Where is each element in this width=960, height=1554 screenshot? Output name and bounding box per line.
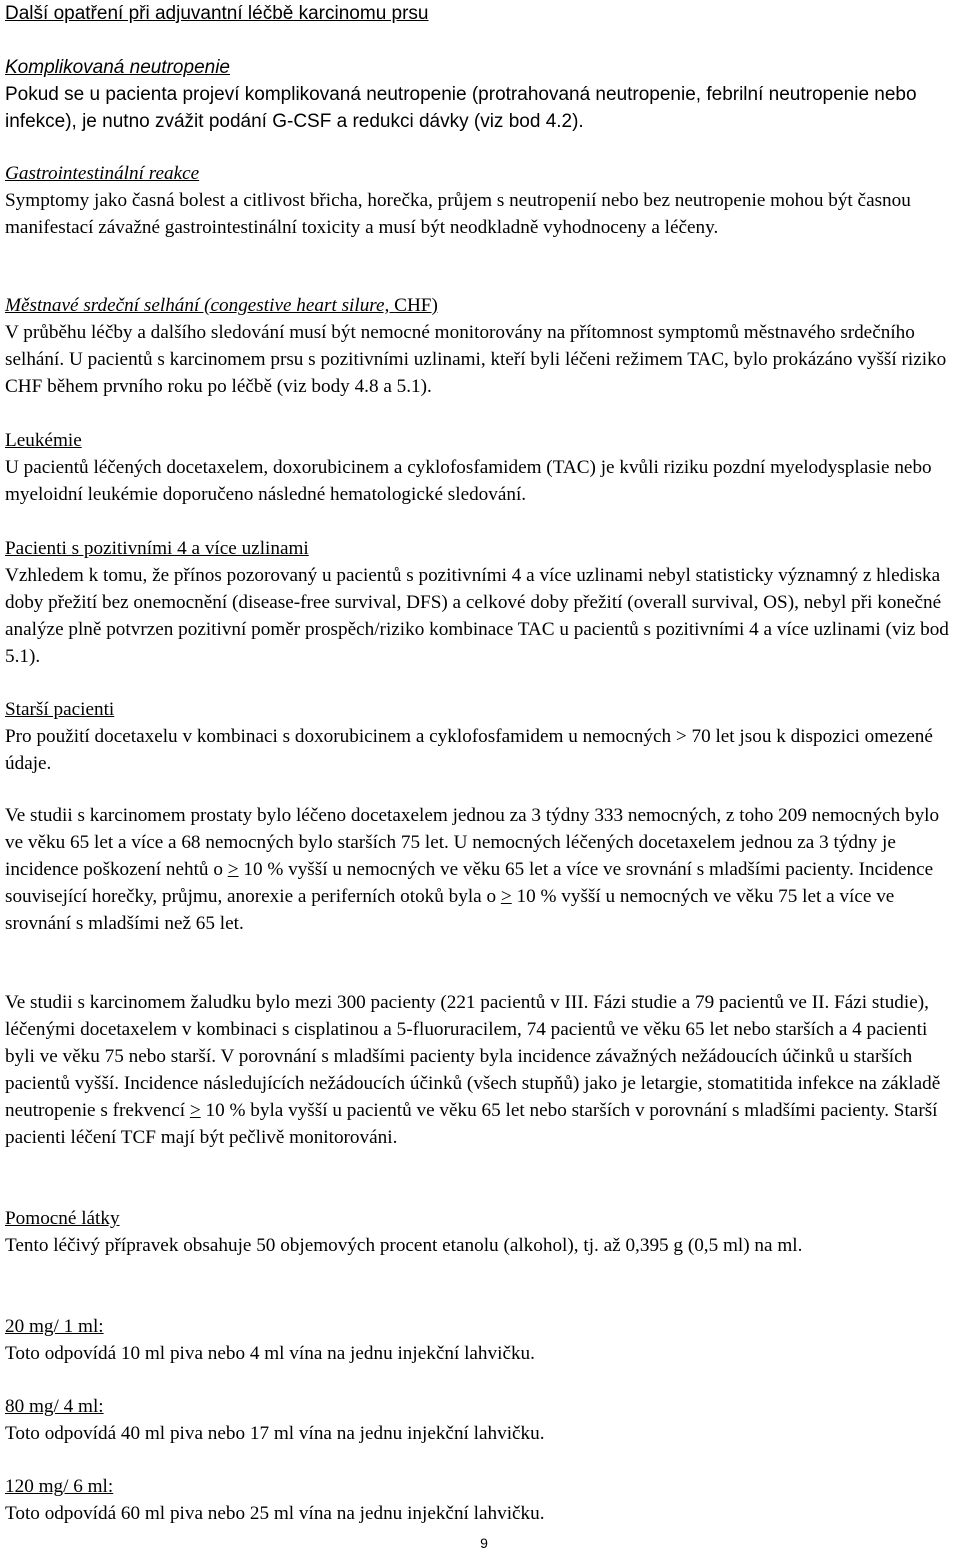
section-120mg <box>5 1473 960 1527</box>
paragraph-complicated-neutropenia: Pokud se u pacienta projeví komplikovaná neutropenie (protrahovaná neutropenie, febrilní neutropenie nebo infekce), je nutno zvážit podání G-CSF a redukci dávky (viz bod 4.2). <box>5 84 917 132</box>
subheading-120mg: 120 mg/ 6 ml: <box>5 1476 114 1497</box>
subheading-gastrointestinal: Gastrointestinální reakce <box>5 163 200 184</box>
gastric-text-1: Ve studii s karcinomem žaludku bylo mezi 300 pacienty (221 pacientů v III. Fázi studie a 79 pacientů ve II. Fázi studie), léčenými docetaxelem v kombinaci s cisplatinou a 5-fluoruracilem, 74 pacientů ve věku 65 let nebo starších a 4 pacienti byli ve věku 75 nebo starší. V porovnání s mladšími pacienty byla incidence závažných nežádoucích účinků u starších pacientů vyšší. Incidence následujících nežádoucích účinků (všech stupňů) jako je letargie, stomatitida infekce na základě neutropenie s frekvencí <box>5 992 941 1121</box>
prostate-text-2: 10 % vyšší u nemocných ve věku 65 let a více ve srovnání s mladšími pacienty. Incidence související horečky, průjmu, anorexie a periferních otoků byla o <box>5 859 934 907</box>
ge-symbol: > <box>500 886 512 907</box>
paragraph-prostate-study <box>5 802 960 937</box>
paragraph-positive-nodes: Vzhledem k tomu, že přínos pozorovaný u pacientů s pozitivními 4 a více uzlinami nebyl statisticky významný z hlediska doby přežití bez onemocnění (disease-free survival, DFS) a celkové doby přežití (overall survival, OS), nebyl při konečné analýze plně potvrzen pozitivní poměr prospěch/riziko kombinace TAC u pacientů s pozitivními 4 a více uzlinami (viz bod 5.1). <box>5 565 949 667</box>
subheading-heart-failure <box>5 292 960 319</box>
ge-symbol: > <box>189 1100 201 1121</box>
heading-heart-failure-part1: Městnavé srdeční selhání (congestive heart silure, <box>5 295 395 316</box>
section-20mg <box>5 1313 960 1367</box>
section-heading-adjuvant: Další opatření při adjuvantní léčbě karcinomu prsu <box>5 3 429 24</box>
section-complicated-neutropenia <box>5 54 960 135</box>
prostate-text-1: Ve studii s karcinomem prostaty bylo léčeno docetaxelem jednou za 3 týdny 333 nemocných, z toho 209 nemocných bylo ve věku 65 let a více a 68 nemocných bylo starších 75 let. U nemocných léčených docetaxelem jednou za 3 týdny je incidence poškození nehtů o <box>5 805 940 880</box>
subheading-leukemia: Leukémie <box>5 430 82 451</box>
section-positive-nodes <box>5 535 960 670</box>
paragraph-20mg: Toto odpovídá 10 ml piva nebo 4 ml vína na jednu injekční lahvičku. <box>5 1343 535 1364</box>
section-excipients <box>5 1205 960 1259</box>
paragraph-80mg: Toto odpovídá 40 ml piva nebo 17 ml vína na jednu injekční lahvičku. <box>5 1423 545 1444</box>
paragraph-excipients: Tento léčivý přípravek obsahuje 50 objemových procent etanolu (alkohol), tj. až 0,395 g (0,5 ml) na ml. <box>5 1235 803 1256</box>
prostate-text-3: 10 % vyšší u nemocných ve věku 75 let a více ve srovnání s mladšími než 65 let. <box>5 886 895 934</box>
subheading-20mg: 20 mg/ 1 ml: <box>5 1316 104 1337</box>
ge-symbol: > <box>227 859 239 880</box>
paragraph-elderly: Pro použití docetaxelu v kombinaci s doxorubicinem a cyklofosfamidem u nemocných > 70 let jsou k dispozici omezené údaje. <box>5 726 933 774</box>
paragraph-heart-failure: V průběhu léčby a dalšího sledování musí být nemocné monitorovány na přítomnost symptomů městnavého srdečního selhání. U pacientů s karcinomem prsu s pozitivními uzlinami, kteří byli léčeni režimem TAC, bylo prokázáno vyšší riziko CHF během prvního roku po léčbě (viz body 4.8 a 5.1). <box>5 322 947 397</box>
paragraph-leukemia: U pacientů léčených docetaxelem, doxorubicinem a cyklofosfamidem (TAC) je kvůli riziku pozdní myelodysplasie nebo myeloidní leukémie doporučeno následné hematologické sledování. <box>5 457 932 505</box>
subheading-positive-nodes: Pacienti s pozitivními 4 a více uzlinami <box>5 538 309 559</box>
subheading-excipients: Pomocné látky <box>5 1208 120 1229</box>
section-80mg <box>5 1393 960 1447</box>
paragraph-gastrointestinal: Symptomy jako časná bolest a citlivost břicha, horečka, průjem s neutropenií nebo bez neutropenie mohou být časnou manifestací závažné gastrointestinální toxicity a musí být neodkladně vyhodnoceny a léčeny. <box>5 190 911 238</box>
page-number: 9 <box>480 1535 488 1551</box>
gastric-text-2: 10 % byla vyšší u pacientů ve věku 65 let nebo starších v porovnání s mladšími pacienty. Starší pacienti léčení TCF mají být pečlivě monitorováni. <box>5 1100 938 1148</box>
section-elderly <box>5 696 960 777</box>
subheading-elderly: Starší pacienti <box>5 699 115 720</box>
subheading-80mg: 80 mg/ 4 ml: <box>5 1396 104 1417</box>
section-gastrointestinal <box>5 160 960 241</box>
subheading-complicated-neutropenia: Komplikovaná neutropenie <box>5 57 230 78</box>
paragraph-120mg: Toto odpovídá 60 ml piva nebo 25 ml vína na jednu injekční lahvičku. <box>5 1503 545 1524</box>
heading-heart-failure-part2: CHF) <box>394 295 438 316</box>
section-leukemia <box>5 427 960 508</box>
paragraph-gastric-study <box>5 989 960 1151</box>
section-heart-failure <box>5 292 960 400</box>
